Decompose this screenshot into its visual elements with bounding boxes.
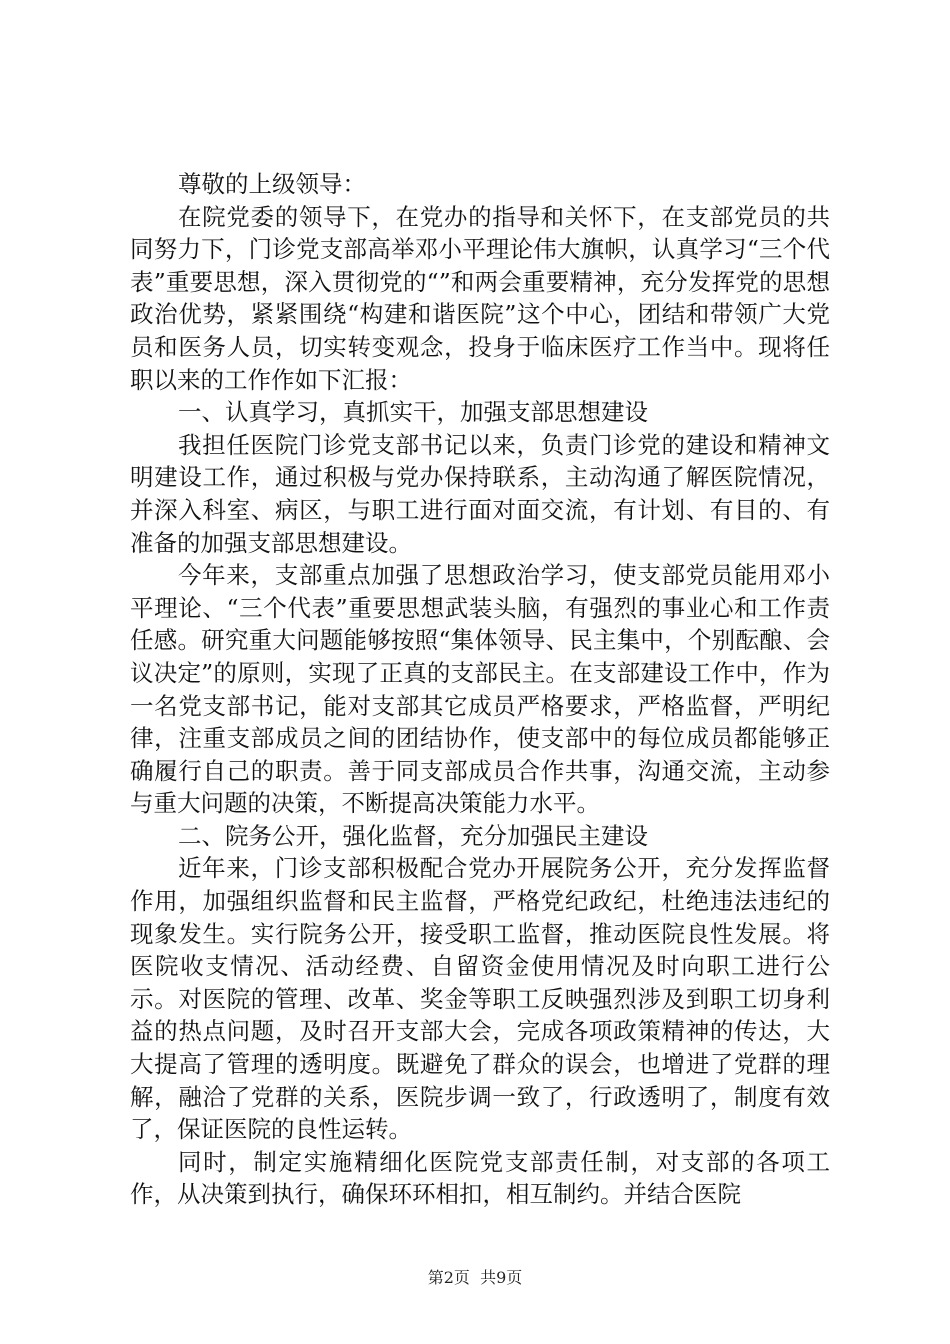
paragraph-intro: 在院党委的领导下，在党办的指导和关怀下，在支部党员的共同努力下，门诊党支部高举邓小平理论伟大旗帜，认真学习“三个代表”重要思想，深入贯彻党的“”和两会重要精神，充分发挥党的思想政治优势，紧紧围绕“构建和谐医院”这个中心，团结和带领广大党员和医务人员，切实转变观念，投身于临床医疗工作当中。现将任职以来的工作作如下汇报： xyxy=(130,202,830,394)
paragraph: 近年来，门诊支部积极配合党办开展院务公开，充分发挥监督作用，加强组织监督和民主监督，严格党纪政纪，杜绝违法违纪的现象发生。实行院务公开，接受职工监督，推动医院良性发展。将医院收支情况、活动经费、自留资金使用情况及时向职工进行公示。对医院的管理、改革、奖金等职工反映强烈涉及到职工切身利益的热点问题，及时召开支部大会，完成各项政策精神的传达，大大提高了管理的透明度。既避免了群众的误会，也增进了党群的理解，融洽了党群的关系，医院步调一致了，行政透明了，制度有效了，保证医院的良性运转。 xyxy=(130,854,830,1144)
page-footer xyxy=(0,1268,950,1288)
paragraph: 今年来，支部重点加强了思想政治学习，使支部党员能用邓小平理论、“三个代表”重要思想武装头脑，有强烈的事业心和工作责任感。研究重大问题能够按照“集体领导、民主集中，个别酝酿、会议决定”的原则，实现了正真的支部民主。在支部建设工作中，作为一名党支部书记，能对支部其它成员严格要求，严格监督，严明纪律，注重支部成员之间的团结协作，使支部中的每位成员都能够正确履行自己的职责。善于同支部成员合作共事，沟通交流，主动参与重大问题的决策，不断提高决策能力水平。 xyxy=(130,561,830,818)
page-number-label: 第2页 共9页 xyxy=(427,1268,523,1287)
document-body xyxy=(130,168,830,1211)
section-heading-2: 二、院务公开，强化监督，充分加强民主建设 xyxy=(178,821,648,850)
salutation: 尊敬的上级领导： xyxy=(178,170,366,198)
paragraph: 我担任医院门诊党支部书记以来，负责门诊党的建设和精神文明建设工作，通过积极与党办保持联系，主动沟通了解医院情况，并深入科室、病区，与职工进行面对面交流，有计划、有目的、有准备的加强支部思想建设。 xyxy=(130,430,830,557)
section-heading-1: 一、认真学习，真抓实干，加强支部思想建设 xyxy=(178,398,648,427)
paragraph: 同时，制定实施精细化医院党支部责任制，对支部的各项工作，从决策到执行，确保环环相扣，相互制约。并结合医院 xyxy=(130,1147,830,1209)
